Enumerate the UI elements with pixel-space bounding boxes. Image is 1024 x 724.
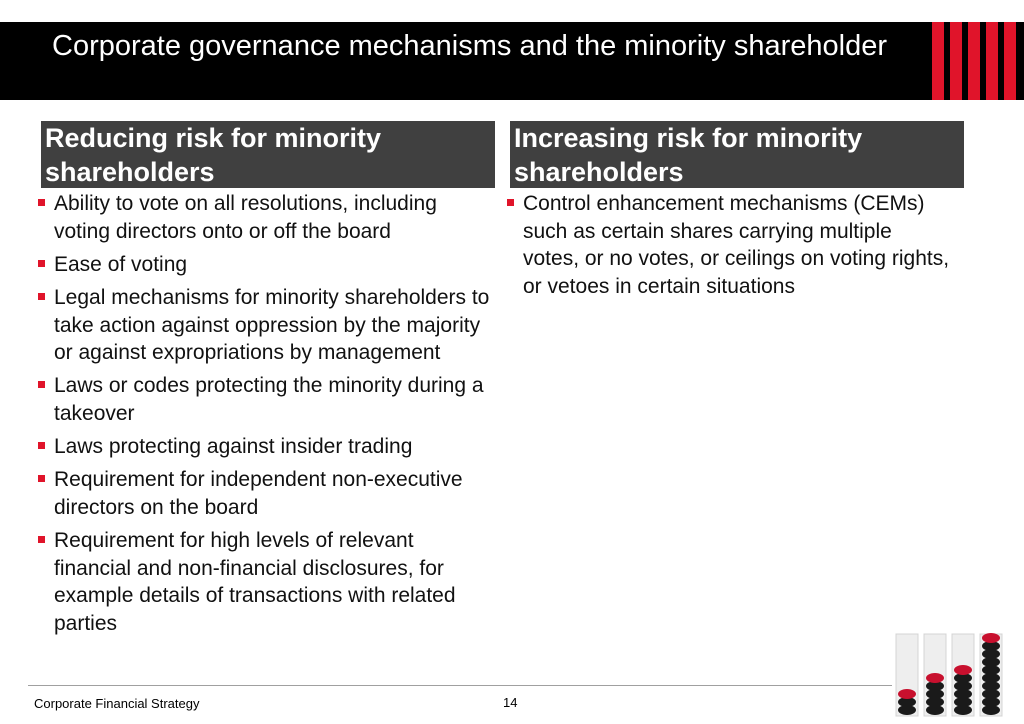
right-column-heading: Increasing risk for minority shareholders: [510, 121, 964, 188]
list-item: [36, 527, 496, 637]
list-item-text: Requirement for high levels of relevant financial and non-financial disclosures, for example details of transactions with related parties: [54, 529, 456, 635]
brand-stripes: [930, 22, 1022, 100]
square-bullet-icon: [507, 199, 514, 206]
brand-stripe: [932, 22, 944, 100]
list-item-text: Requirement for independent non-executive directors on the board: [54, 468, 463, 519]
footer-title: Corporate Financial Strategy: [34, 696, 200, 711]
brand-stripe: [986, 22, 998, 100]
list-item-text: Ease of voting: [54, 252, 188, 276]
square-bullet-icon: [38, 536, 45, 543]
list-item-text: Control enhancement mechanisms (CEMs) such as certain shares carrying multiple votes, or no votes, or ceilings on voting rights, or vetoes in certain situations: [523, 192, 950, 298]
right-bullet-list: [505, 190, 950, 306]
left-column-heading: Reducing risk for minority shareholders: [41, 121, 495, 188]
list-item-text: Laws or codes protecting the minority during a takeover: [54, 374, 484, 425]
list-item-text: Ability to vote on all resolutions, including voting directors onto or off the board: [54, 192, 437, 243]
list-item: [36, 284, 496, 367]
page-number: 14: [503, 695, 518, 710]
brand-stripe: [1004, 22, 1016, 100]
square-bullet-icon: [38, 199, 45, 206]
list-item-text: Legal mechanisms for minority shareholders to take action against oppression by the majority or against expropriations by management: [54, 285, 490, 365]
list-item: [36, 466, 496, 521]
list-item: [36, 251, 496, 279]
slide-title: Corporate governance mechanisms and the minority shareholder: [52, 30, 887, 62]
list-item: [36, 190, 496, 245]
left-bullet-list: [36, 190, 496, 643]
square-bullet-icon: [38, 381, 45, 388]
square-bullet-icon: [38, 442, 45, 449]
footer-divider: [28, 685, 892, 686]
square-bullet-icon: [38, 475, 45, 482]
list-item: [36, 372, 496, 427]
brand-stripe: [968, 22, 980, 100]
square-bullet-icon: [38, 293, 45, 300]
list-item: [36, 433, 496, 461]
square-bullet-icon: [38, 260, 45, 267]
brand-stripe: [950, 22, 962, 100]
list-item: [505, 190, 950, 300]
stacked-tokens-icon: [890, 628, 1010, 718]
list-item-text: Laws protecting against insider trading: [54, 435, 413, 459]
